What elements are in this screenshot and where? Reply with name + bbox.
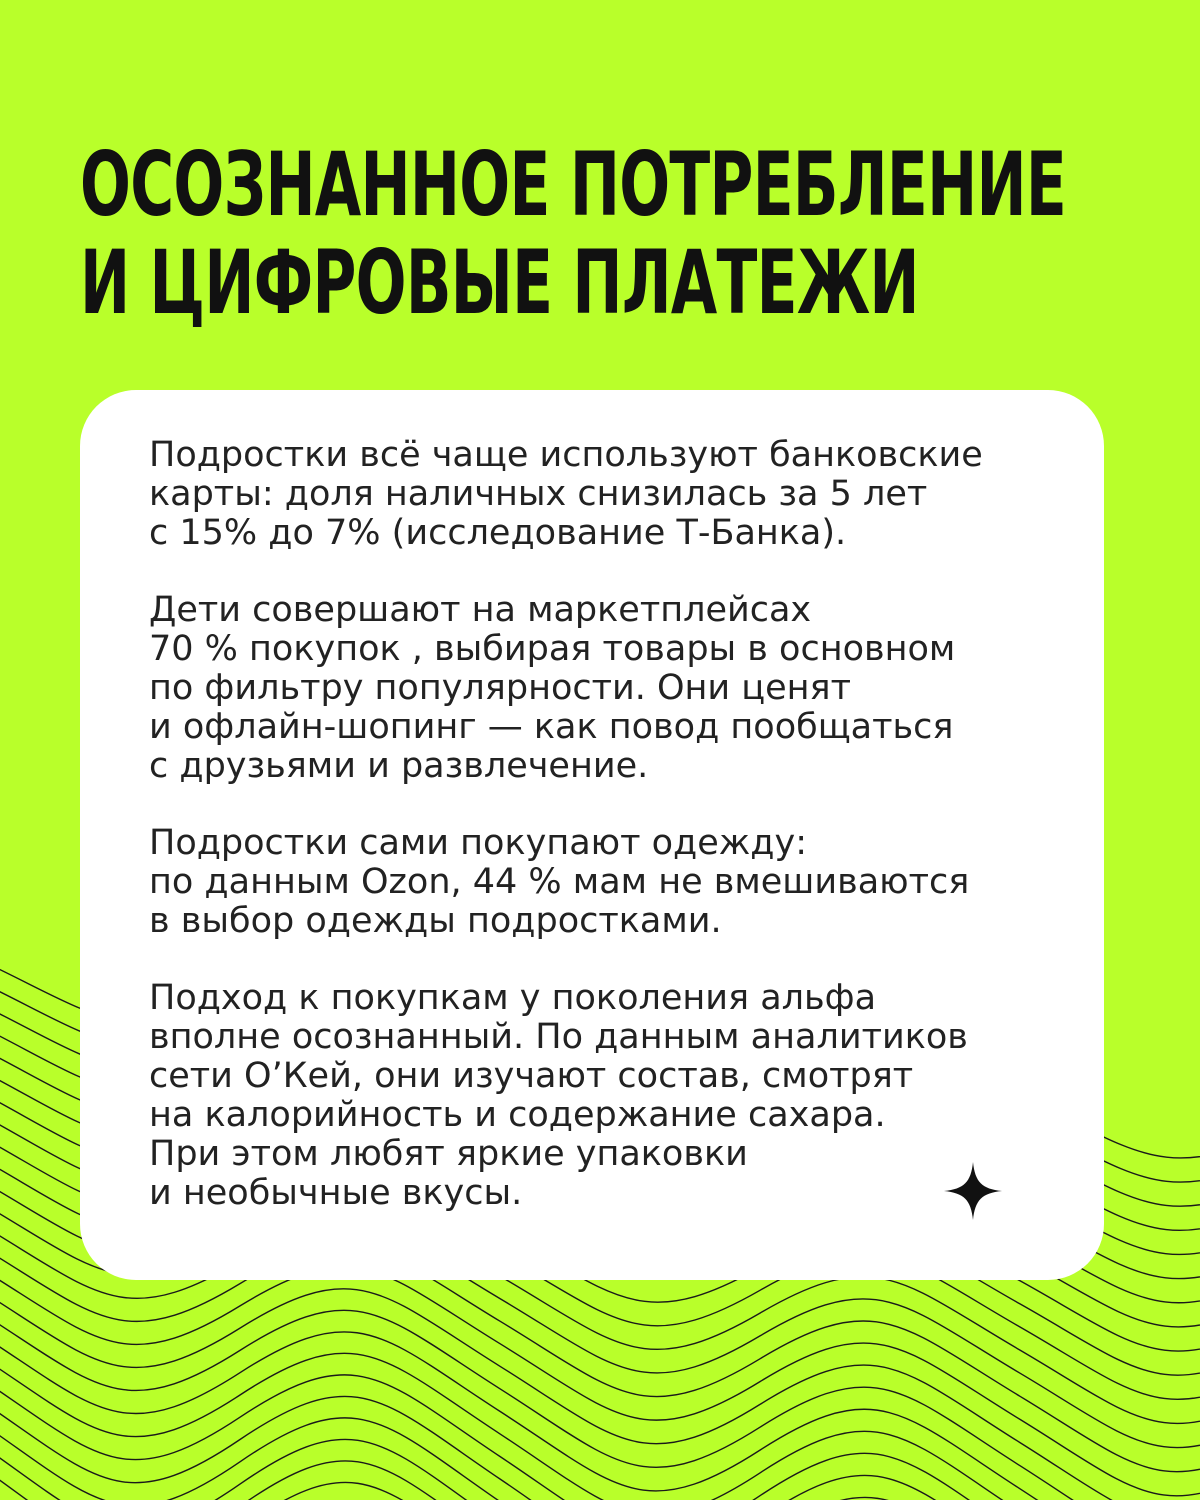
wave-line bbox=[0, 1289, 1200, 1500]
page-title-line-1: ОСОЗНАННОЕ ПОТРЕБЛЕНИЕ bbox=[80, 133, 1067, 236]
paragraph-alpha-generation bbox=[149, 979, 1069, 1213]
page-title-line-2: И ЦИФРОВЫЕ ПЛАТЕЖИ bbox=[80, 231, 919, 334]
content-card bbox=[80, 390, 1104, 1280]
text-line: Подход к покупкам у поколения альфа bbox=[149, 978, 877, 1018]
text-line: с 15% до 7% (исследование Т-Банка). bbox=[149, 513, 847, 553]
wave-line bbox=[0, 1439, 1200, 1500]
text-line: сети О’Кей, они изучают состав, смотрят bbox=[149, 1056, 914, 1096]
page-title bbox=[80, 133, 1067, 334]
text-line: Подростки всё чаще используют банковские bbox=[149, 435, 983, 475]
text-line: карты: доля наличных снизилась за 5 лет bbox=[149, 474, 928, 514]
text-line: по фильтру популярности. Они ценят bbox=[149, 668, 851, 708]
wave-line bbox=[0, 1375, 1200, 1500]
text-line: с друзьями и развлечение. bbox=[149, 746, 649, 786]
text-line: и офлайн-шопинг — как повод пообщаться bbox=[149, 707, 954, 747]
text-line: При этом любят яркие упаковки bbox=[149, 1134, 748, 1174]
text-line: 70 % покупок , выбирая товары в основном bbox=[149, 629, 956, 669]
paragraph-bank-cards bbox=[149, 436, 1069, 553]
text-line: Дети совершают на маркетплейсах bbox=[149, 590, 812, 630]
card-text bbox=[149, 436, 1069, 1251]
paragraph-clothing bbox=[149, 824, 1069, 941]
wave-line bbox=[0, 1461, 1200, 1500]
wave-line bbox=[0, 1332, 1200, 1500]
text-line: вполне осознанный. По данным аналитиков bbox=[149, 1017, 968, 1057]
text-line: Подростки сами покупают одежду: bbox=[149, 823, 808, 863]
wave-line bbox=[0, 1396, 1200, 1500]
paragraph-marketplaces bbox=[149, 591, 1069, 786]
text-line: по данным Ozon, 44 % мам не вмешиваются bbox=[149, 862, 970, 902]
text-line: и необычные вкусы. bbox=[149, 1173, 523, 1213]
text-line: на калорийность и содержание сахара. bbox=[149, 1095, 886, 1135]
wave-line bbox=[0, 1482, 1200, 1500]
four-point-star-icon bbox=[942, 1160, 1004, 1222]
text-line: в выбор одежды подростками. bbox=[149, 901, 722, 941]
wave-line bbox=[0, 1418, 1200, 1500]
wave-line bbox=[0, 1353, 1200, 1500]
